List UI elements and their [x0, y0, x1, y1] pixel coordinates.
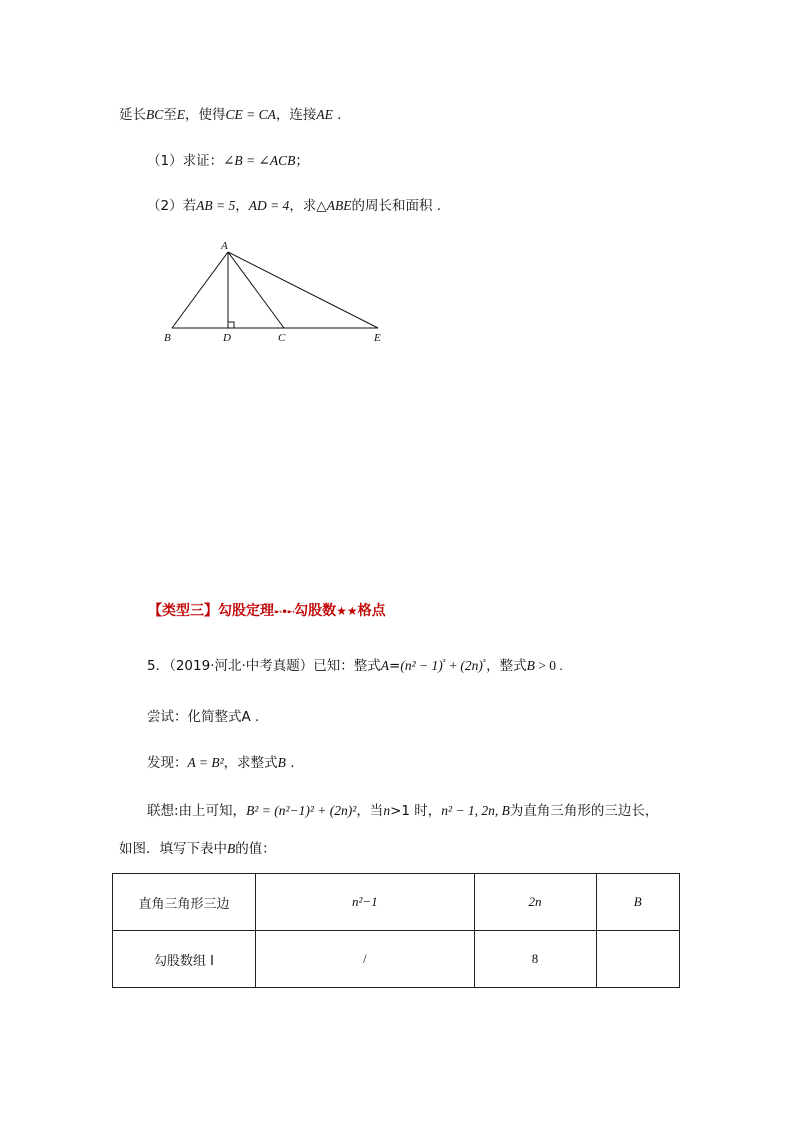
formula: AB = 5: [196, 198, 236, 213]
table-cell[interactable]: /: [256, 931, 475, 988]
formula: n² − 1, 2n, B: [441, 803, 510, 818]
exponent: ²: [442, 657, 446, 667]
segment-ab: [172, 252, 228, 328]
table-header-cell: 直角三角形三边: [113, 874, 256, 931]
text: 的值：: [235, 841, 276, 857]
heading-part-3: 格点: [357, 603, 386, 619]
right-angle-mark: [228, 322, 234, 328]
heading-bracket: 【类型三】: [148, 603, 218, 619]
var: AE: [316, 107, 333, 122]
formula: AD = 4: [248, 198, 290, 213]
text: 为直角三角形的三边长，: [509, 803, 659, 819]
text: ，: [235, 198, 249, 214]
formula: A = B²: [187, 755, 224, 770]
text: 如图．填写下表中: [119, 841, 227, 857]
formula: ∠B = ∠ACB: [223, 153, 296, 168]
text: ，连接: [275, 107, 317, 123]
var: B: [526, 658, 535, 673]
formula: (2n): [460, 658, 483, 673]
text: >1 时，: [390, 803, 442, 819]
text: .: [332, 107, 342, 123]
var: B: [277, 755, 286, 770]
table-header-cell: 2n: [474, 874, 596, 931]
triangle-figure: [150, 235, 400, 350]
question-number: 5．: [147, 658, 170, 674]
text: .: [285, 755, 295, 771]
table-row: [113, 874, 680, 931]
part-1: [147, 149, 309, 169]
table-row: [113, 931, 680, 988]
association-line: [147, 799, 658, 819]
label: 发现：: [147, 755, 188, 771]
question-5: [147, 654, 563, 674]
text: ，整式: [486, 658, 527, 674]
var: A: [380, 658, 390, 673]
var: n: [383, 803, 391, 818]
part-2: [147, 194, 441, 214]
text: 已知：整式: [313, 658, 381, 674]
text: ，当: [356, 803, 384, 819]
exponent: ²: [482, 657, 487, 667]
table-cell[interactable]: 8: [474, 931, 596, 988]
text: > 0 .: [534, 658, 563, 673]
table-header-cell: B: [596, 874, 680, 931]
var: BC: [146, 107, 164, 122]
formula: CE = CA: [225, 107, 276, 122]
label-b: B: [164, 332, 171, 344]
table-cell: 勾股数组 I: [113, 931, 256, 988]
text: =: [389, 658, 401, 674]
var: E: [176, 107, 186, 122]
heading-part-1: 勾股定理: [218, 603, 274, 619]
label: （2）若: [147, 198, 197, 214]
table-cell[interactable]: [596, 931, 680, 988]
section-heading: [148, 600, 386, 620]
find-line: [147, 751, 295, 771]
heading-part-2: 勾股数: [294, 603, 337, 619]
text: ；: [295, 153, 309, 169]
segment-ae: [228, 252, 378, 328]
table-header-cell: n²−1: [256, 874, 475, 931]
label: （1）求证：: [147, 153, 224, 169]
text: ，求△: [289, 198, 327, 214]
label: 联想:由上可知，: [147, 803, 247, 819]
label: 尝试：: [147, 709, 188, 725]
star-icon: ★★: [336, 604, 358, 618]
var: ABE: [326, 198, 352, 213]
problem-intro: [119, 103, 341, 123]
label-c: C: [278, 332, 286, 344]
fill-line: [119, 837, 276, 857]
arrow-icon: ➸•➸: [274, 607, 295, 618]
formula: B² = (n²−1)² + (2n)²: [246, 803, 357, 818]
text: ，求整式: [223, 755, 278, 771]
text: ，使得: [185, 107, 226, 123]
label-d: D: [223, 332, 231, 344]
text: 的周长和面积 .: [351, 198, 442, 214]
try-line: [147, 705, 259, 725]
var: B: [227, 841, 236, 856]
formula: (n² − 1): [400, 658, 443, 673]
segment-ac: [228, 252, 284, 328]
question-source: （2019·河北·中考真题）: [169, 658, 314, 674]
text: 化简整式A .: [187, 709, 260, 725]
text: +: [445, 658, 461, 673]
label-e: E: [374, 332, 381, 344]
text: 至: [163, 107, 177, 123]
text: 延长: [119, 107, 146, 123]
answer-table: [112, 873, 680, 988]
label-a: A: [221, 240, 228, 252]
